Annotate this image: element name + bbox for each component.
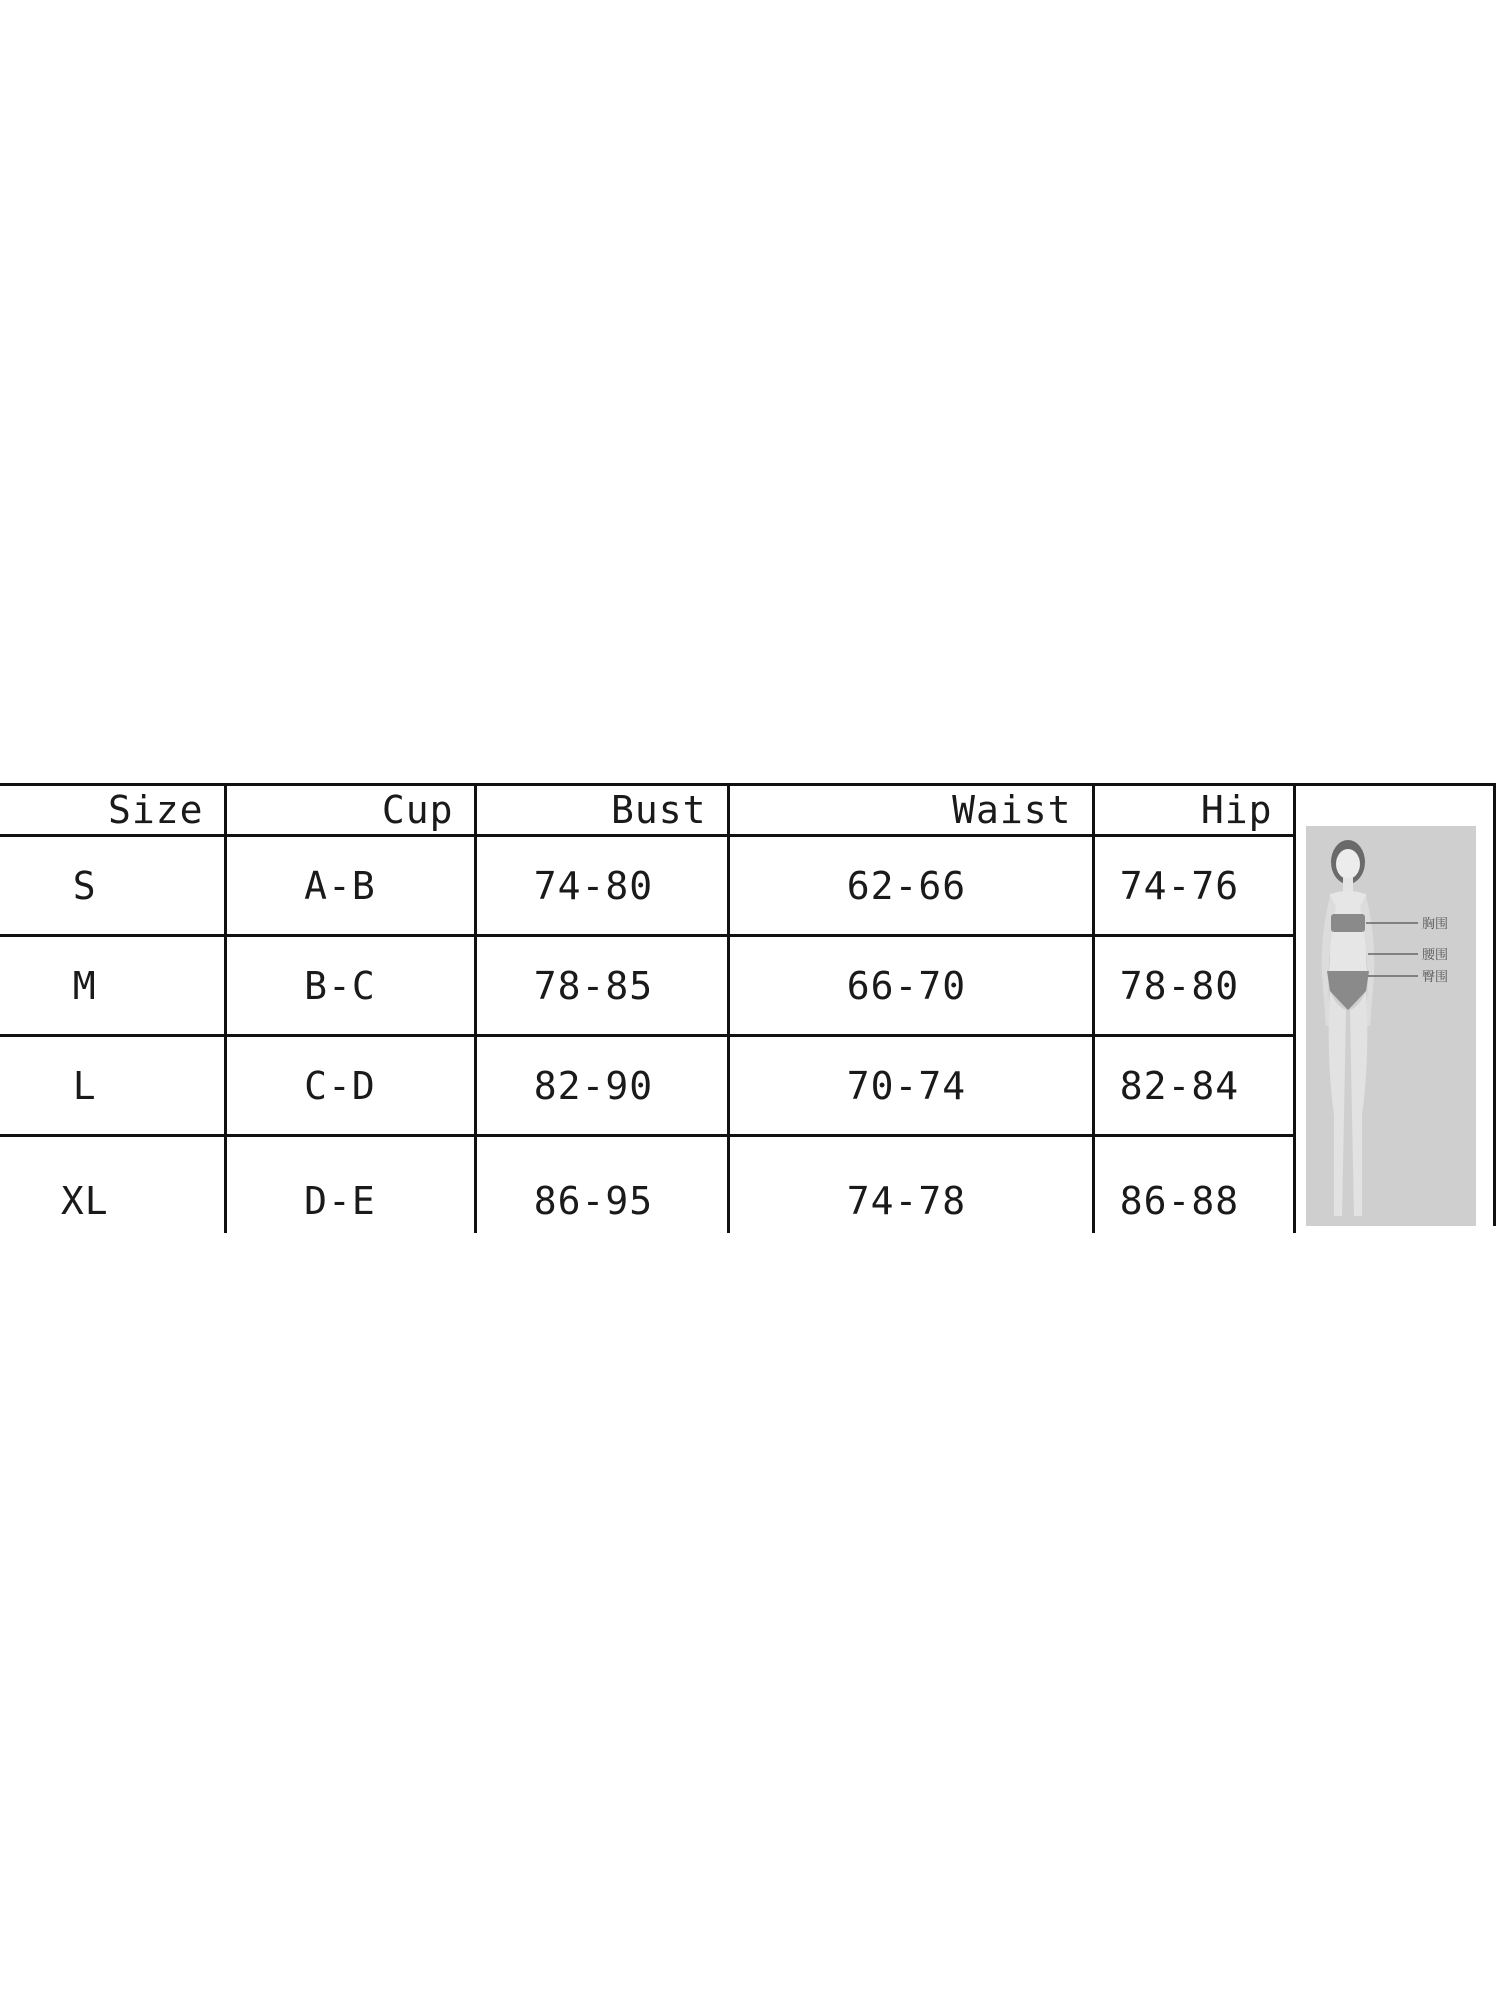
- waist-mark-label: 腰围: [1422, 948, 1449, 963]
- cell-size: S: [0, 836, 225, 936]
- figure-background: [1306, 826, 1476, 1226]
- cell-bust: 86-95: [475, 1136, 728, 1234]
- cell-hip: 74-76: [1093, 836, 1294, 936]
- figure-left-leg: [1329, 991, 1346, 1216]
- cell-bust: 78-85: [475, 936, 728, 1036]
- cell-cup: C-D: [225, 1036, 475, 1136]
- figure-head: [1336, 849, 1360, 879]
- figure-neck: [1343, 878, 1353, 892]
- header-waist: Waist: [728, 785, 1093, 836]
- body-measurement-figure: [1296, 783, 1496, 1226]
- figure-bikini-top: [1331, 914, 1365, 932]
- table-row: [0, 1036, 1294, 1136]
- cell-bust: 82-90: [475, 1036, 728, 1136]
- body-figure-illustration: [1306, 826, 1476, 1226]
- header-bust: Bust: [475, 785, 728, 836]
- cell-hip: 78-80: [1093, 936, 1294, 1036]
- header-cup: Cup: [225, 785, 475, 836]
- table-row: [0, 1136, 1294, 1234]
- table-row: [0, 836, 1294, 936]
- cell-waist: 74-78: [728, 1136, 1093, 1234]
- size-table: [0, 783, 1296, 1233]
- figure-right-leg: [1350, 991, 1367, 1216]
- cell-waist: 66-70: [728, 936, 1093, 1036]
- header-size: Size: [0, 785, 225, 836]
- cell-cup: B-C: [225, 936, 475, 1036]
- cell-size: L: [0, 1036, 225, 1136]
- cell-hip: 82-84: [1093, 1036, 1294, 1136]
- cell-cup: A-B: [225, 836, 475, 936]
- bust-mark-label: 胸围: [1422, 917, 1449, 932]
- cell-cup: D-E: [225, 1136, 475, 1234]
- header-hip: Hip: [1093, 785, 1294, 836]
- size-chart: [0, 783, 1500, 1226]
- cell-waist: 62-66: [728, 836, 1093, 936]
- cell-waist: 70-74: [728, 1036, 1093, 1136]
- table-row: [0, 936, 1294, 1036]
- hip-mark-label: 臀围: [1422, 970, 1449, 985]
- cell-size: XL: [0, 1136, 225, 1234]
- cell-size: M: [0, 936, 225, 1036]
- cell-hip: 86-88: [1093, 1136, 1294, 1234]
- table-header-row: [0, 785, 1294, 836]
- cell-bust: 74-80: [475, 836, 728, 936]
